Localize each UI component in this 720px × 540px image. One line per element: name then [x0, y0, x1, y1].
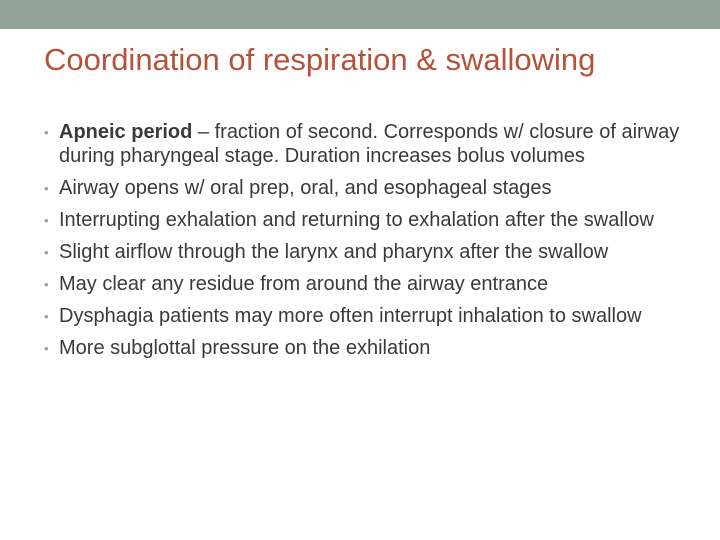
bullet-item-dysphagia-patients	[44, 305, 684, 329]
bullet-dot-icon: •	[44, 244, 49, 260]
bullet-dot-icon: •	[44, 212, 49, 228]
bullet-list	[44, 121, 684, 368]
bullet-text: Interrupting exhalation and returning to exhalation after the swallow	[59, 208, 654, 231]
bullet-dot-icon: •	[44, 180, 49, 196]
bullet-item-apneic-period	[44, 121, 684, 168]
bullet-item-interrupting-exhalation	[44, 209, 684, 233]
bullet-item-clear-residue	[44, 273, 684, 297]
bullet-item-airway-opens	[44, 177, 684, 201]
bullet-term: Apneic period	[59, 121, 193, 143]
bullet-dot-icon: •	[44, 276, 49, 292]
bullet-text: May clear any residue from around the airway entrance	[59, 272, 549, 295]
slide-title: Coordination of respiration & swallowing	[44, 42, 596, 77]
bullet-text: More subglottal pressure on the exhilation	[59, 336, 431, 359]
bullet-text: Slight airflow through the larynx and pharynx after the swallow	[59, 240, 609, 263]
bullet-text: Airway opens w/ oral prep, oral, and esophageal stages	[59, 176, 552, 199]
bullet-dot-icon: •	[44, 125, 49, 140]
top-accent-band	[0, 0, 720, 29]
bullet-item-slight-airflow	[44, 241, 684, 265]
bullet-dot-icon: •	[44, 340, 49, 356]
bullet-text: Dysphagia patients may more often interrupt inhalation to swallow	[59, 304, 642, 327]
bullet-text: – fraction of second. Corresponds w/ closure of airway during pharyngeal stage. Duration increases bolus volumes	[59, 121, 680, 167]
bullet-dot-icon: •	[44, 308, 49, 324]
bullet-item-subglottal-pressure	[44, 337, 684, 361]
